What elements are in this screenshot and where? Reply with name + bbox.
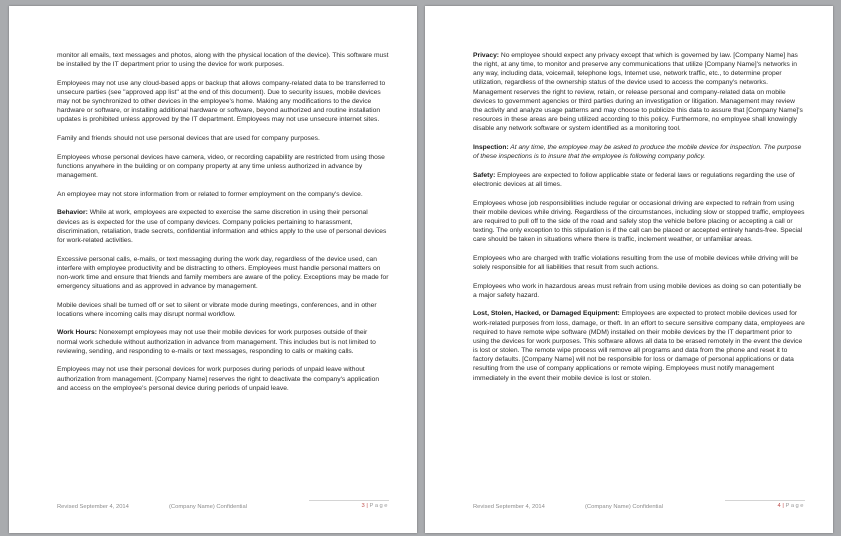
- paragraph: Privacy: No employee should expect any privacy except that which is governed by law. [Company Name] has the right, at any time, to monitor and preserve any communications that utilize [Company Name]'s networks in any way, including data, voicemail, telephone logs, Internet use, network traffic, etc., to determine proper utilization, regardless of the ownership status of the device used to access the company's networks. Management reserves the right to review, retain, or release personal and company-related data on mobile devices to government agencies or third parties during an investigation or litigation. Management may review the activity and analyze usage patterns and may choose to publicize this data to assure that [Company Name]'s resources in these areas are being utilized according to this policy. Furthermore, no employee shall knowingly disable any network software or system identified as a monitoring tool.: [473, 52, 803, 133]
- paragraph: Employees may not use any cloud-based apps or backup that allows company-related data to be transferred to unsecure parties (see "approved app list" at the end of this document). Due to security issues, mobile devices may not be synchronized to other devices in the employee's home. Making any modifications to the device hardware or software, or installing additional hardware or software, beyond authorized and routine installation updates is prohibited unless approved by the IT department. Employees may not use unsecure internet sites.: [57, 79, 386, 124]
- paragraph: Employees who work in hazardous areas must refrain from using mobile devices as doing so can potentially be a major safety hazard.: [473, 282, 802, 299]
- paragraph: Work Hours: Nonexempt employees may not use their mobile devices for work purposes outside of their normal work schedule without authorization in advance from management. This includes but is not limited to reviewing, sending, and responding to e-mails or text messages, responding to calls or making calls.: [57, 329, 376, 355]
- confidential-label: (Company Name) Confidential: [169, 504, 247, 510]
- document-page-3: [9, 6, 417, 533]
- paragraph: Lost, Stolen, Hacked, or Damaged Equipment: Employees are expected to protect mobile devices used for work-related purposes from loss, damage, or theft. In an effort to secure sensitive company data, employees are required to have remote wipe software (MDM) installed on their mobile devices by the IT department prior to using the devices for work purposes. This software allows all data to be erased remotely in the event the device is lost or stolen. The remote wipe process will remove all programs and data from the phone and reset it to factory defaults. [Company Name] will not be responsible for loss or damage of personal applications or data resulting from the use of company applications or remote wiping. Employees must notify management immediately in the event their mobile device is lost or stolen.: [473, 310, 805, 382]
- paragraph: Safety: Employees are expected to follow applicable state or federal laws or regulations regarding the use of electronic devices at all times.: [473, 171, 795, 188]
- paragraph: An employee may not store information from or related to former employment on the company's device.: [57, 190, 363, 198]
- page-body: [57, 51, 389, 402]
- section-heading: Inspection:: [473, 143, 509, 151]
- page-footer: [473, 502, 805, 514]
- paragraph: Family and friends should not use personal devices that are used for company purposes.: [57, 135, 320, 143]
- section-heading: Behavior:: [57, 209, 88, 217]
- section-heading: Lost, Stolen, Hacked, or Damaged Equipment:: [473, 310, 620, 318]
- page-footer: [57, 502, 389, 514]
- paragraph: Inspection: At any time, the employee may be asked to produce the mobile device for inspection. The purpose of these inspections is to insure that the employee is following company policy.: [473, 143, 802, 161]
- paragraph: Mobile devices shall be turned off or set to silent or vibrate mode during meetings, conferences, and in other locations where incoming calls may disrupt normal workflow.: [57, 301, 377, 318]
- paragraph: Employees may not use their personal devices for work purposes during periods of unpaid leave without authorization from management. [Company Name] reserves the right to deactivate the company's application and access on the employee's personal device during periods of unpaid leave.: [57, 366, 380, 392]
- document-page-4: [425, 6, 833, 533]
- section-heading: Privacy:: [473, 52, 500, 59]
- confidential-label: (Company Name) Confidential: [585, 504, 663, 510]
- paragraph: monitor all emails, text messages and photos, along with the physical location of the device). This software must be installed by the IT department prior to using the device for work purposes.: [57, 52, 389, 69]
- page-number: 3 | Page: [309, 500, 389, 509]
- paragraph: Employees whose job responsibilities include regular or occasional driving are expected to refrain from using their mobile devices while driving. Regardless of the circumstances, including slow or stopped traffic, employees are required to pull off to the side of the road and safely stop the vehicle before placing or accepting a call or texting. The only exception to this stipulation is if the call can be placed or accepted entirely hands-free. Special care should be taken in situations where there is traffic, inclement weather, or unfamiliar areas.: [473, 199, 805, 244]
- paragraph: Excessive personal calls, e-mails, or text messaging during the work day, regardless of the device used, can interfere with employee productivity and be distracting to others. Employees must handle personal matters on non-work time and ensure that friends and family members are aware of the policy. Exceptions may be made for emergency situations and as approved in advance by management.: [57, 255, 389, 290]
- page-number: 4 | Page: [725, 500, 805, 509]
- paragraph: Employees who are charged with traffic violations resulting from the use of mobile devices while driving will be solely responsible for all liabilities that result from such actions.: [473, 254, 799, 271]
- paragraph: Employees whose personal devices have camera, video, or recording capability are restricted from using those functions anywhere in the building or on company property at any time unless authorized in advance by management.: [57, 153, 385, 180]
- revision-date: Revised September 4, 2014: [57, 504, 129, 510]
- section-heading: Work Hours:: [57, 329, 98, 337]
- revision-date: Revised September 4, 2014: [473, 504, 545, 510]
- section-heading: Safety:: [473, 171, 496, 179]
- paragraph: Behavior: While at work, employees are expected to exercise the same discretion in using their personal devices as is expected for the use of company devices. Company policies pertaining to harassment, discrimination, retaliation, trade secrets, confidential information and ethics apply to the use of personal devices for work-related activities.: [57, 209, 387, 244]
- page-body: [473, 51, 805, 392]
